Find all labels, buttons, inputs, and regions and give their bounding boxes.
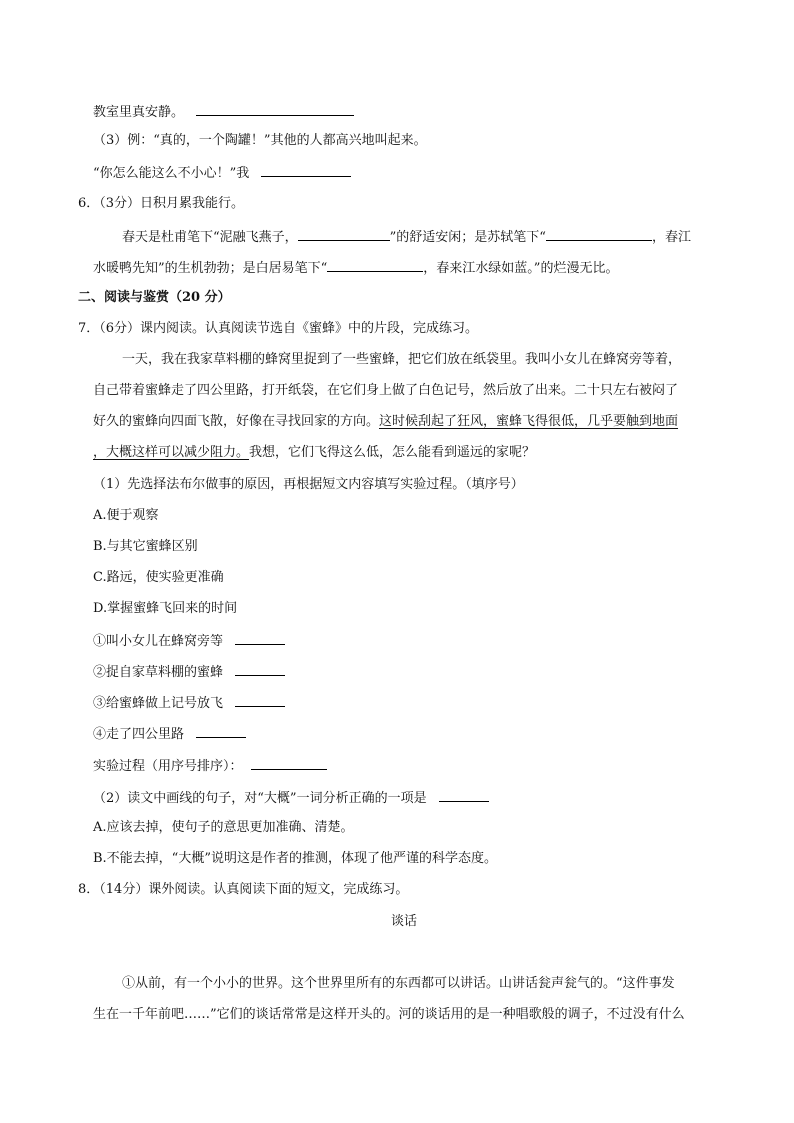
answer-blank[interactable] (235, 632, 285, 645)
question-6-heading: 6．（3分）日积月累我能行。 (78, 196, 245, 211)
example-line: （3）例：“真的，一个陶罐！”其他的人都高兴地叫起来。 (93, 133, 427, 148)
option-a: A.便于观察 (93, 508, 159, 523)
answer-blank[interactable] (298, 228, 390, 241)
option-d: D.掌握蜜蜂飞回来的时间 (93, 601, 238, 616)
answer-blank[interactable] (235, 663, 285, 676)
question-6-line-2: 水暖鸭先知”的生机勃勃；是白居易笔下“ ，春来江水绿如蓝。”的烂漫无比。 (93, 261, 619, 276)
passage-line: 生在一千年前吧……”它们的谈话常常是这样开头的。河的谈话用的是一种唱歌般的调子，不过没有什么 (93, 1007, 685, 1022)
passage-line: ①从前，有一个小小的世界。这个世界里所有的东西都可以讲话。山讲话瓮声瓮气的。“这件事发 (122, 976, 675, 991)
underlined-sentence: ，大概这样可以减少阻力。 (93, 445, 250, 460)
answer-blank[interactable] (327, 259, 423, 272)
answer-blank[interactable] (196, 725, 246, 738)
answer-blank[interactable] (546, 228, 652, 241)
question-7-heading: 7．（6分）课内阅读。认真阅读节选自《蜜蜂》中的片段，完成练习。 (78, 321, 479, 336)
passage-line: 自己带着蜜蜂走了四公里路，打开纸袋，在它们身上做了白色记号，然后放了出来。二十只左右被闷了 (93, 383, 679, 398)
passage-line: ，大概这样可以减少阻力。我想，它们飞得这么低，怎么能看到遥远的家呢？ (93, 445, 536, 460)
passage-title: 谈话 (391, 914, 418, 929)
answer-blank[interactable] (439, 789, 489, 802)
option-a: A.应该去掉，使句子的意思更加准确、清楚。 (93, 820, 354, 835)
option-c: C.路远，使实验更准确 (93, 570, 224, 585)
question-7-part-2: （2）读文中画线的句子，对“大概”一词分析正确的一项是 (93, 789, 489, 807)
answer-blank[interactable] (251, 757, 327, 770)
answer-blank[interactable] (235, 694, 285, 707)
step-4: ④走了四公里路 (93, 725, 246, 743)
experiment-order: 实验过程（用序号排序）： (93, 757, 327, 775)
section-2-heading: 二、阅读与鉴赏（20 分） (78, 290, 231, 305)
step-3: ③给蜜蜂做上记号放飞 (93, 694, 285, 712)
step-1: ①叫小女儿在蜂窝旁等 (93, 632, 285, 650)
underlined-sentence: 这时候刮起了狂风，蜜蜂飞得很低，几乎要触到地面 (379, 414, 679, 429)
passage-line: 一天，我在我家草料棚的蜂窝里捉到了一些蜜蜂，把它们放在纸袋里。我叫小女儿在蜂窝旁等着， (122, 352, 682, 367)
answer-blank[interactable] (196, 103, 354, 116)
sentence-line-1: 教室里真安静。 (93, 103, 354, 121)
question-7-part-1: （1）先选择法布尔做事的原因，再根据短文内容填写实验过程。（填序号） (93, 477, 524, 492)
answer-blank[interactable] (261, 164, 351, 177)
option-b: B.与其它蜜蜂区别 (93, 539, 198, 554)
option-b: B.不能去掉，“大概”说明这是作者的推测，体现了他严谨的科学态度。 (93, 851, 497, 866)
question-6-line-1: 春天是杜甫笔下“泥融飞燕子， ”的舒适安闲；是苏轼笔下“ ，春江 (122, 230, 691, 245)
sentence-line-3: “你怎么能这么不小心！”我 (93, 164, 351, 182)
question-8-heading: 8．（14分）课外阅读。认真阅读下面的短文，完成练习。 (78, 882, 409, 897)
step-2: ②捉自家草料棚的蜜蜂 (93, 663, 285, 681)
passage-line: 好久的蜜蜂向四面飞散，好像在寻找回家的方向。这时候刮起了狂风，蜜蜂飞得很低，几乎要触到地面 (93, 414, 679, 429)
